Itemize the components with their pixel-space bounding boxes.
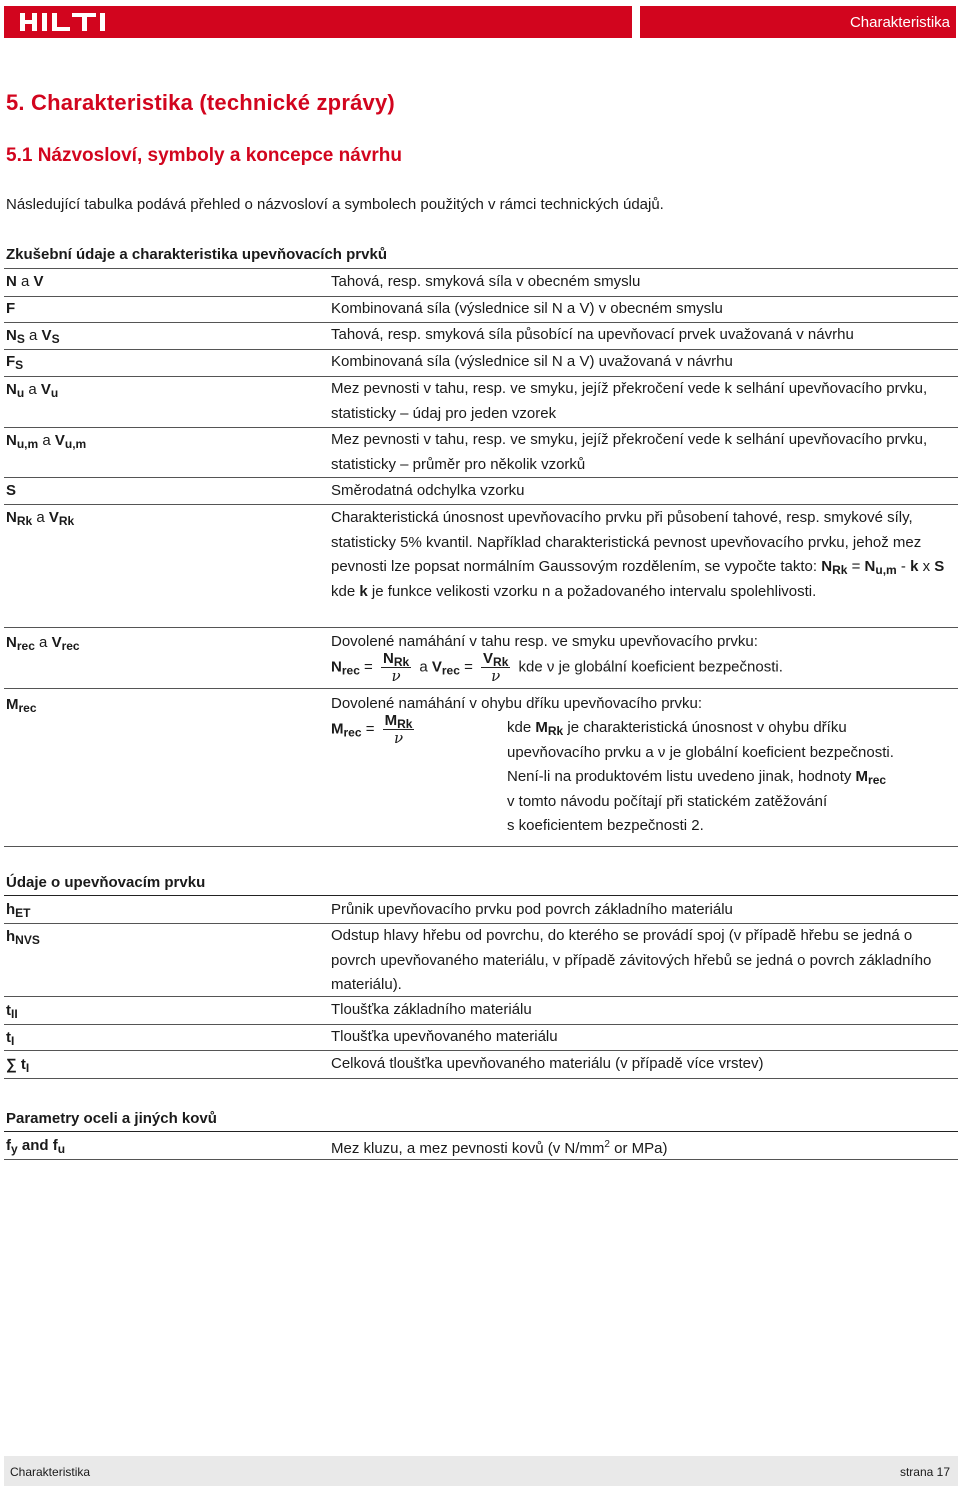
desc-nu-vu: Mez pevnosti v tahu, resp. ve smyku, jejíž překročení vede k selhání upevňovacího prvku, statisticky – údaj pro jeden vzorek	[331, 380, 928, 422]
desc-hnvs: Odstup hlavy hřebu od povrchu, do kterého se provádí spoj (v případě hřebu se jedná o povrch upevňovaného materiálu, v případě závitových hřebů se jedná o povrch základního materiálu).	[331, 927, 932, 993]
desc-mrec-detail: kde $M_{Rk}$ je charakteristická únosnost v ohybu dříku upevňovacího prvku a ν je globální koeficient bezpečnosti. Není-li na produktovém listu uvedeno jinak, hodnoty $M_{rec}$ v tomto návodu počítají při statickém zatěžování s koeficientem bezpečnosti 2.	[507, 719, 894, 834]
symbol-s: S	[6, 482, 17, 499]
symbol-fs: $F_S$	[6, 353, 24, 372]
desc-ti: Tloušťka upevňovaného materiálu	[331, 1028, 558, 1045]
desc-nrec-vrec: Dovolené namáhání v tahu resp. ve smyku upevňovacího prvku:	[331, 633, 758, 650]
desc-ns-vs: Tahová, resp. smyková síla působící na upevňovací prvek uvažovaná v návrhu	[331, 326, 854, 343]
symbol-hnvs: $h_{NVS}$	[6, 928, 40, 947]
formula-mrec: $M_{rec}$ = $\frac{M_{Rk}}{\nu}$	[331, 712, 413, 747]
desc-num-vum: Mez pevnosti v tahu, resp. ve smyku, jejíž překročení vede k selhání upevňovacího prvku, statisticky – průměr pro několik vzorků	[331, 431, 928, 473]
intro-paragraph: Následující tabulka podává přehled o názvosloví a symbolech použitých v rámci technických údajů.	[6, 196, 664, 213]
symbol-sum-ti: ∑ $t_I$	[6, 1056, 30, 1075]
hilti-logo	[20, 10, 120, 34]
divider	[4, 477, 958, 478]
divider	[4, 1131, 958, 1132]
desc-tii: Tloušťka základního materiálu	[331, 1001, 532, 1018]
symbol-f: F	[6, 300, 16, 317]
symbol-nu-vu: $N_u$ a $V_u$	[6, 381, 59, 400]
header-section-title: Charakteristika	[849, 14, 950, 31]
divider	[4, 688, 958, 689]
group-title-test-data: Zkušební údaje a charakteristika upevňovacích prvků	[6, 246, 387, 263]
footer-section: Charakteristika	[10, 1465, 91, 1479]
desc-nrk-vrk: Charakteristická únosnost upevňovacího prvku při působení tahové, resp. smykové síly, statisticky 5% kvantil. Například charakteristická pevnost upevňovacího prvku, jehož mez pevnosti lze popsat normálním Gaussovým rozdělením, se vypočte takto: $N_{Rk} = N_{u,m} - k$ x S kde k je funkce velikosti vzorku n a požadovaného intervalu spolehlivosti.	[331, 509, 945, 600]
desc-fs: Kombinovaná síla (výslednice sil N a V) uvažovaná v návrhu	[331, 353, 733, 370]
symbol-num-vum: $N_{u,m}$ a $V_{u,m}$	[6, 432, 87, 451]
desc-mrec: Dovolené namáhání v ohybu dříku upevňovacího prvku:	[331, 695, 703, 712]
desc-sum-ti: Celková tloušťka upevňovaného materiálu (v případě více vrstev)	[331, 1055, 764, 1072]
divider	[4, 504, 958, 505]
symbol-n-v: N a V	[6, 273, 44, 290]
divider	[4, 268, 958, 269]
symbol-mrec: $M_{rec}$	[6, 696, 37, 715]
page-header	[0, 0, 960, 42]
group-title-steel-params: Parametry oceli a jiných kovů	[6, 1110, 217, 1127]
divider	[4, 1159, 958, 1160]
symbol-fy-fu: $f_y$ and $f_u$	[6, 1137, 66, 1156]
symbol-ns-vs: $N_S$ a $V_S$	[6, 327, 60, 346]
divider	[4, 895, 958, 896]
desc-s: Směrodatná odchylka vzorku	[331, 482, 525, 499]
formula-nrec-vrec: $N_{rec}$ = $\frac{N_{Rk}}{\nu}$ a $V_{rec}$ = $\frac{V_{Rk}}{\nu}$ kde ν je globální koeficient bezpečnosti.	[331, 650, 783, 685]
divider	[4, 996, 958, 997]
section-subtitle: 5.1 Názvosloví, symboly a koncepce návrhu	[6, 145, 402, 166]
divider	[4, 1078, 958, 1079]
page-title: 5. Charakteristika (technické zprávy)	[6, 90, 395, 115]
divider	[4, 627, 958, 628]
desc-het: Průnik upevňovacího prvku pod povrch základního materiálu	[331, 901, 733, 918]
group-title-fastener-data: Údaje o upevňovacím prvku	[6, 874, 206, 891]
divider	[4, 846, 958, 847]
symbol-ti: $t_I$	[6, 1029, 15, 1048]
symbol-nrec-vrec: $N_{rec}$ a $V_{rec}$	[6, 634, 80, 653]
page-number: strana 17	[899, 1465, 950, 1479]
symbol-tii: $t_{II}$	[6, 1002, 18, 1021]
desc-fy-fu: Mez kluzu, a mez pevnosti kovů (v $N/mm^2$ or MPa)	[331, 1139, 668, 1157]
divider	[4, 1050, 958, 1051]
desc-n-v: Tahová, resp. smyková síla v obecném smyslu	[331, 273, 641, 290]
symbol-nrk-vrk: $N_{Rk}$ a $V_{Rk}$	[6, 509, 75, 528]
symbol-het: $h_{ET}$	[6, 901, 31, 920]
page-footer	[4, 1456, 958, 1486]
desc-f: Kombinovaná síla (výslednice sil N a V) v obecném smyslu	[331, 300, 723, 317]
